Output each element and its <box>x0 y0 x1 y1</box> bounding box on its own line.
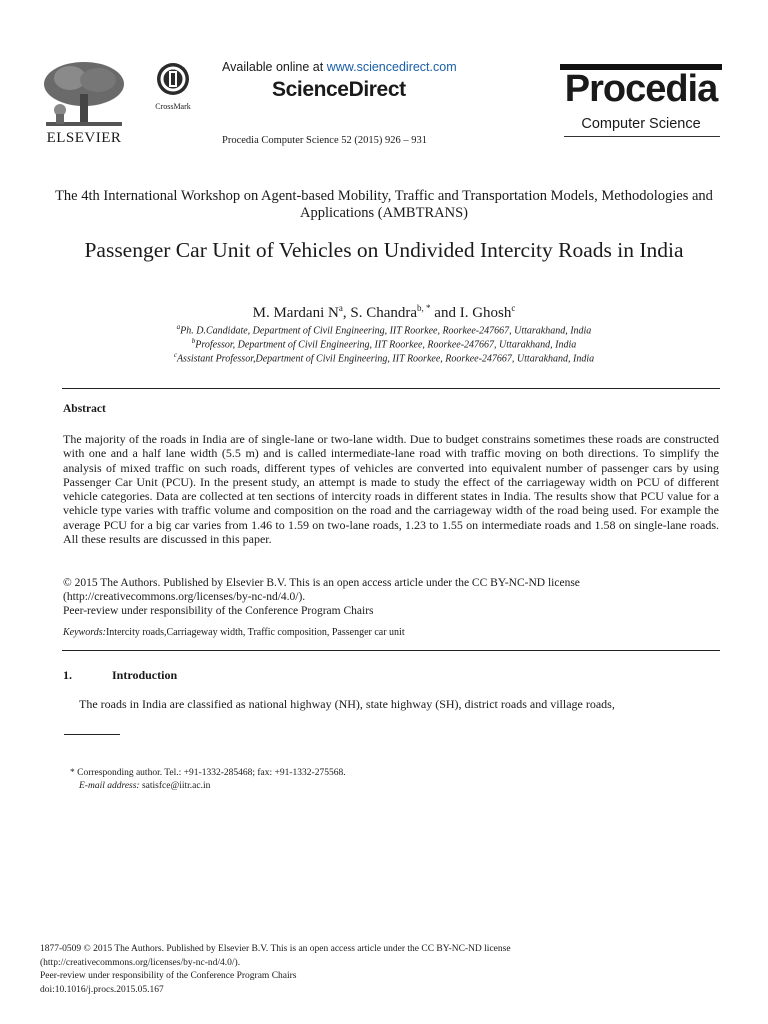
email-label: E-mail address: <box>79 781 140 791</box>
procedia-logo <box>560 64 722 138</box>
corresponding-author-note: * Corresponding author. Tel.: +91-1332-285468; fax: +91-1332-275568. <box>70 768 346 778</box>
procedia-brand: Procedia <box>564 68 718 110</box>
affiliation <box>40 337 728 350</box>
license-block <box>63 576 719 618</box>
journal-reference: Procedia Computer Science 52 (2015) 926 – 931 <box>222 135 427 146</box>
conference-title: The 4th International Workshop on Agent-based Mobility, Traffic and Transportation Models, Methodologies and Applications (AMBTRANS) <box>55 188 713 221</box>
available-online <box>222 60 457 74</box>
author-sup: a <box>338 303 343 313</box>
affiliation <box>40 323 728 336</box>
divider <box>62 388 720 389</box>
bottom-info <box>40 943 720 997</box>
issn-license: 1877-0509 © 2015 The Authors. Published by Elsevier B.V. This is an open access article under the CC BY-NC-ND license <box>40 944 511 954</box>
author-list <box>40 303 728 322</box>
section-body: The roads in India are classified as national highway (NH), state highway (SH), district roads and village roads, <box>79 697 615 711</box>
crossmark-icon <box>156 62 190 96</box>
doi[interactable]: doi:10.1016/j.procs.2015.05.167 <box>40 984 164 995</box>
affiliation-text: Assistant Professor,Department of Civil Engineering, IIT Roorkee, Roorkee-247667, Uttarakhand, India <box>176 353 595 365</box>
author-sup: b, * <box>417 303 431 313</box>
affiliation-sup: b <box>191 337 196 345</box>
sciencedirect-link[interactable]: www.sciencedirect.com <box>326 60 457 74</box>
sciencedirect-logo: ScienceDirect <box>272 78 406 101</box>
license-link[interactable]: (http://creativecommons.org/licenses/by-nc-nd/4.0/). <box>63 591 306 603</box>
peer-review-note: Peer-review under responsibility of the Conference Program Chairs <box>40 971 297 981</box>
section-title: Introduction <box>112 668 178 682</box>
email-address[interactable]: satisfce@iitr.ac.in <box>139 781 211 791</box>
divider <box>62 650 720 651</box>
author-sup: c <box>511 303 516 313</box>
footnote-rule <box>64 734 120 735</box>
affiliation-sup: c <box>173 351 177 359</box>
affiliation-text: Professor, Department of Civil Engineering, IIT Roorkee, Roorkee-247667, Uttarakhand, India <box>195 339 577 351</box>
keywords-list: Intercity roads,Carriageway width, Traffic composition, Passenger car unit <box>105 627 405 638</box>
paper-title: Passenger Car Unit of Vehicles on Undivided Intercity Roads in India <box>84 238 684 262</box>
author-separator: , <box>342 305 351 321</box>
license-link[interactable]: (http://creativecommons.org/licenses/by-nc-nd/4.0/). <box>40 957 241 968</box>
license-line: © 2015 The Authors. Published by Elsevier B.V. This is an open access article under the CC BY-NC-ND license <box>63 577 580 589</box>
crossmark-badge[interactable] <box>148 62 198 111</box>
affiliation-text: Ph. D.Candidate, Department of Civil Engineering, IIT Roorkee, Roorkee-247667, Uttarakhand, India <box>180 325 592 337</box>
available-prefix: Available online at <box>222 60 327 74</box>
peer-review-note: Peer-review under responsibility of the Conference Program Chairs <box>63 605 374 617</box>
abstract-heading: Abstract <box>63 403 106 415</box>
keywords <box>63 627 719 638</box>
keywords-label: Keywords: <box>63 627 106 638</box>
abstract-body: The majority of the roads in India are of single-lane or two-lane width. Due to budget constrains sometimes these roads are constructed with one and a half lane width (5.5 m) and is called intermediate-lane road with traffic moving on both directions. To simplify the analysis of mixed traffic on such roads, different types of vehicles are converted into equivalent number of passenger cars by using Passenger Car Unit (PCU). In the present study, an attempt is made to study the effect of the carriageway width on PCU of different vehicle categories. Data are collected at ten sections of intercity roads in different states in India. The results show that PCU value for a vehicle type varies with traffic volume and composition on the road and the carriageway width of the road being used. For example the average PCU for a big car varies from 1.46 to 1.59 on two-lane roads, 1.23 to 1.55 on intermediate roads and 1.58 on single-lane roads. All these results are discussed in this paper. <box>63 432 719 547</box>
section-number: 1. <box>63 668 72 682</box>
email-note <box>79 781 210 791</box>
author-name: S. Chandra <box>350 305 418 321</box>
affiliation-sup: a <box>176 323 181 331</box>
crossmark-label: CrossMark <box>155 102 191 111</box>
procedia-subtitle: Computer Science <box>581 116 701 132</box>
author-name: M. Mardani N <box>252 305 339 321</box>
publisher-name: ELSEVIER <box>46 130 122 146</box>
procedia-underline <box>564 136 720 137</box>
author-name: I. Ghosh <box>459 305 512 321</box>
affiliation <box>40 351 728 364</box>
author-separator: and <box>430 305 460 321</box>
